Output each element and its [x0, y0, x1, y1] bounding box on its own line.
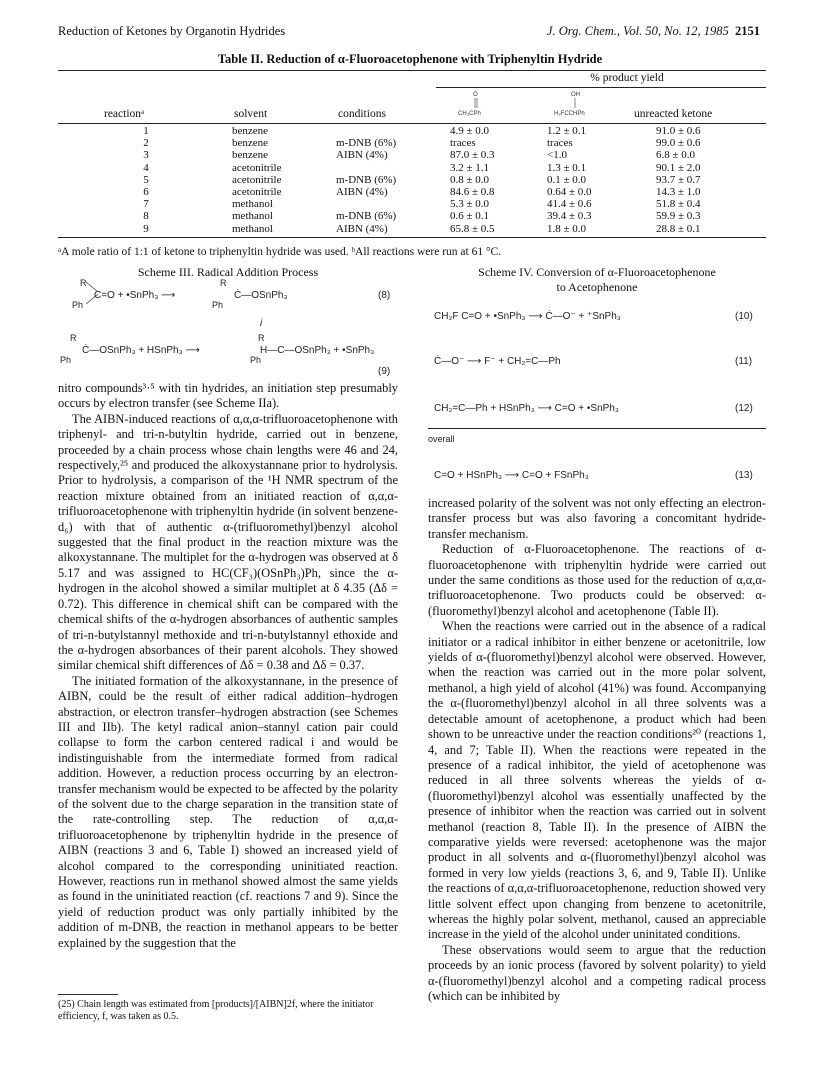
table-cell: 59.9 ± 0.3 — [656, 210, 701, 223]
scheme4-overall-label: overall — [428, 434, 455, 444]
product-header-acetophenone: CH₃CPh — [458, 111, 481, 117]
table-cell: benzene — [232, 149, 269, 162]
table-cell: 1 — [143, 125, 149, 137]
intermediate-label: i — [260, 318, 263, 329]
alcohol-hydroxyl-icon — [569, 90, 583, 110]
eq8-bond-lines — [86, 280, 100, 308]
table-cell: 4.9 ± 0.0 — [450, 125, 490, 137]
scheme4-eq11: Ċ—O⁻ ⟶ F⁻ + CH₂=C—Ph — [434, 356, 561, 367]
table-bottom-rule — [58, 237, 766, 238]
table-cell: 4 — [143, 161, 149, 174]
table-cell: 0.1 ± 0.0 — [547, 173, 587, 186]
table-cell: <1.0 — [547, 149, 567, 162]
table-cell: 90.1 ± 2.0 — [656, 161, 701, 174]
eq9-number: (9) — [378, 366, 391, 377]
table-cell: m-DNB (6%) — [336, 210, 397, 223]
left-paragraph-3: The initiated formation of the alkoxystannane, in the presence of AIBN, could be the result of either radical addition–hydrogen abstraction, or electron transfer–hydrogen abstraction (see Schemes III and IIb). The ketyl radical anion–stannyl cation pair could collapse to form the carbon centered radical i and would be indistinguishable from the intermediate formed from radical addition. However, a reduction process occurring by an electron-transfer mechanism would be expected to be affected by the polarity of the solvent due to the charge separation in the transition state of the rate-controlling step. The reduction of α,α,α-trifluoroacetophenone by triphenyltin hydride in the presence of AIBN (reactions 3 and 6, Table I) showed an increased yield of alcohol compared to the corresponding uninitiated reaction. However, reactions run in methanol showed almost the same yields as found in the uninitiated reaction (cf. reactions 7 and 9). Since the yield of reduction product was only partially inhibited by the addition of m-DNB, the reaction in methanol appears to be better explained by the suggestion that the — [58, 673, 398, 950]
table-cell: acetonitrile — [232, 161, 282, 174]
ketone-carbonyl-icon — [470, 90, 482, 110]
footnote-rule — [58, 994, 118, 995]
table-cell: 1.2 ± 0.1 — [547, 125, 587, 137]
table-cell: 14.3 ± 1.0 — [656, 186, 701, 198]
table-cell: 6.8 ± 0.0 — [656, 149, 696, 162]
group-header: % product yield — [590, 72, 664, 84]
scheme4-caption-line1: Scheme IV. Conversion of α-Fluoroacetophenone — [478, 265, 716, 279]
running-header-journal — [547, 24, 760, 39]
right-column — [428, 496, 766, 1004]
table-cell: 7 — [143, 198, 149, 211]
table-caption: Table II. Reduction of α-Fluoroacetophenone with Triphenyltin Hydride — [217, 52, 603, 66]
table-cell: AIBN (4%) — [336, 222, 388, 235]
table-cell: 84.6 ± 0.8 — [450, 186, 495, 198]
col-header-unreacted: unreacted ketone — [634, 108, 713, 120]
table-cell: benzene — [232, 137, 269, 150]
table-footnote: ᵃA mole ratio of 1:1 of ketone to triphenyltin hydride was used. ᵇAll reactions were run at 61 °C. — [58, 246, 502, 258]
table-cell: AIBN (4%) — [336, 149, 388, 162]
scheme3-caption: Scheme III. Radical Addition Process — [137, 265, 319, 279]
table-cell: 28.8 ± 0.1 — [656, 222, 701, 235]
left-paragraph-1: nitro compounds³·⁵ with tin hydrides, an initiation step presumably occurs by electron transfer (see Scheme IIa). — [58, 381, 398, 411]
table-cell: 51.8 ± 0.4 — [656, 198, 701, 211]
col-header-solvent: solvent — [234, 108, 268, 120]
left-column — [58, 381, 398, 951]
table-cell: 5.3 ± 0.0 — [450, 198, 490, 211]
table-cell: m-DNB (6%) — [336, 173, 397, 186]
left-paragraph-2: The AIBN-induced reactions of α,α,α-trifluoroacetophenone with triphenyl- and tri-n-butyltin hydride, carried out in benzene, proceeded by a chain process whose chain lengths were 46 and 24, respectively,²⁵ and produced the alkoxystannane prior to hydrolysis. Prior to hydrolysis, a comparison of the ¹H NMR spectrum of the reaction mixture obtained from an initiated reaction of α,α,α-trifluoroacetophenone with triphenyltin hydride (in solvent benzene-d₆) with that of authentic α-(trifluoromethyl)benzyl alcohol suggested that the final product in the reaction mixture was the alkoxystannane. The multiplet for the α-hydrogen was observed at δ 5.17 and was assigned to HC(CF₃)(OSnPh₃)Ph, since the α-hydrogen in the alcohol showed a similar multiplet at δ 4.35 (Δδ = 0.72). This difference in chemical shift can be compared with the chemical shifts of the α-hydrogen absorbances of authentic samples of tri-n-butylstannyl methoxide and tri-n-butylstannyl ethoxide and the α-hydrogen absorbances of their parent alcohols. They showed similar chemical shift differences of Δδ = 0.38 and Δδ = 0.37. — [58, 411, 398, 673]
right-paragraph-2: Reduction of α-Fluoroacetophenone. The reactions of α-fluoroacetophenone with triphenyltin hydride were carried out under the same conditions as those used for the reduction of α,α,α-trifluoroacetophenone. Two products could be observed: α-(fluoromethyl)benzyl alcohol and acetophenone (Table II). — [428, 542, 766, 618]
table-cell: AIBN (4%) — [336, 186, 388, 198]
eq12-number: (12) — [735, 403, 753, 414]
table-cell: methanol — [232, 210, 273, 223]
group-header-rule — [436, 87, 766, 88]
scheme4-eq12: CH₂=C—Ph + HSnPh₃ ⟶ C=O + •SnPh₃ — [434, 403, 619, 414]
table-cell: 1.8 ± 0.0 — [547, 222, 587, 235]
table-cell: 3 — [143, 149, 149, 162]
table-cell: acetonitrile — [232, 173, 282, 186]
scheme4-caption — [428, 265, 766, 295]
eq10-number: (10) — [735, 311, 753, 322]
table-cell: traces — [450, 137, 476, 150]
table-cell: methanol — [232, 198, 273, 211]
table-cell: 0.64 ± 0.0 — [547, 186, 592, 198]
scheme4-eq13: C=O + HSnPh₃ ⟶ C=O + FSnPh₃ — [434, 470, 589, 481]
table-cell: 0.8 ± 0.0 — [450, 173, 490, 186]
table-cell: traces — [547, 137, 573, 150]
table-cell: 5 — [143, 173, 149, 186]
footnote-25: (25) Chain length was estimated from [products]/[AIBN]2f, where the initiator efficiency, f, was taken as 0.5. — [58, 999, 374, 1022]
table-cell: 0.6 ± 0.1 — [450, 210, 490, 223]
running-header-title: Reduction of Ketones by Organotin Hydrides — [58, 24, 286, 38]
table-cell: 99.0 ± 0.6 — [656, 137, 701, 150]
journal-citation: J. Org. Chem., Vol. 50, No. 12, 1985 — [546, 24, 729, 38]
table-cell: 39.4 ± 0.3 — [547, 210, 592, 223]
svg-text:OH: OH — [571, 92, 580, 98]
right-paragraph-1: increased polarity of the solvent was not only effecting an electron-transfer process but was also favoring a concomitant hydride-transfer mechanism. — [428, 496, 766, 541]
table-cell: 87.0 ± 0.3 — [450, 149, 495, 162]
col-header-conditions: conditions — [338, 108, 386, 120]
table-top-rule — [58, 70, 766, 71]
col-header-reaction: reactionᵃ — [104, 108, 145, 120]
table-cell: benzene — [232, 125, 269, 137]
right-paragraph-3: When the reactions were carried out in the absence of a radical initiator or a radical inhibitor in either benzene or acetonitrile, low yields of α-(fluoromethyl)benzyl alcohol were observed. However, when the reaction was carried out in the more polar solvent, methanol, a high yield of alcohol (41%) was found. Accompanying the α-(fluoromethyl)benzyl alcohol in all three solvents was a detectable amount of acetophenone, a product which had been shown to be unreactive under the reaction conditions²⁰ (reactions 1, 4, and 7; Table II). When the reactions were repeated in the presence of a radical inhibitor, the yield of acetophenone was reduced in all three solvents whereas the yields of α-(fluoromethyl)benzyl alcohol was essentially unaffected by the presence of inhibitor when the reaction was carried out in solvent methanol (reaction 8, Table II). In the presence of AIBN the comparative yields were reversed: acetophenone was the major product in all solvents and α-(fluoromethyl)benzyl alcohol was formed in very low yields (reactions 3, 6, and 9, Table II). Unlike the reactions of α,α,α-trifluoroacetophenone, reduction showed very little solvent effect upon changing from benzene to acetonitrile, whereas the highly polar solvent, methanol, caused an appreciable increase in the yield of the alcohol under uninitated conditions. — [428, 619, 766, 942]
table-cell: 1.3 ± 0.1 — [547, 161, 587, 174]
page-number: 2151 — [735, 24, 760, 38]
scheme4-caption-line2: to Acetophenone — [556, 280, 638, 294]
table-header-rule — [58, 123, 766, 124]
eq13-number: (13) — [735, 470, 753, 481]
right-paragraph-4: These observations would seem to argue that the reduction proceeds by an ionic process (favored by solvent polarity) to yield α-(fluoromethyl)benzyl alcohol and a competing radical process (which can be inhibited by — [428, 942, 766, 1003]
table-cell: 2 — [143, 137, 149, 150]
scheme4-overall-rule — [428, 428, 766, 429]
table-cell: acetonitrile — [232, 186, 282, 198]
table-cell: methanol — [232, 222, 273, 235]
table-cell: 6 — [143, 186, 149, 198]
eq11-number: (11) — [735, 356, 753, 367]
table-cell: 8 — [143, 210, 149, 223]
table-cell: 41.4 ± 0.6 — [547, 198, 592, 211]
table-cell: 9 — [143, 222, 149, 235]
table-cell: 3.2 ± 1.1 — [450, 161, 490, 174]
eq8-number: (8) — [378, 290, 391, 301]
svg-text:O: O — [473, 92, 478, 98]
table-cell: 91.0 ± 0.6 — [656, 125, 701, 137]
scheme4-eq10: CH₂F C=O + •SnPh₃ ⟶ Ċ—O⁻ + ⁺SnPh₃ — [434, 311, 621, 322]
table-cell: m-DNB (6%) — [336, 137, 397, 150]
table-cell: 65.8 ± 0.5 — [450, 222, 495, 235]
table-cell: 93.7 ± 0.7 — [656, 173, 701, 186]
product-header-alcohol: H₂FCCHPh — [554, 111, 585, 117]
